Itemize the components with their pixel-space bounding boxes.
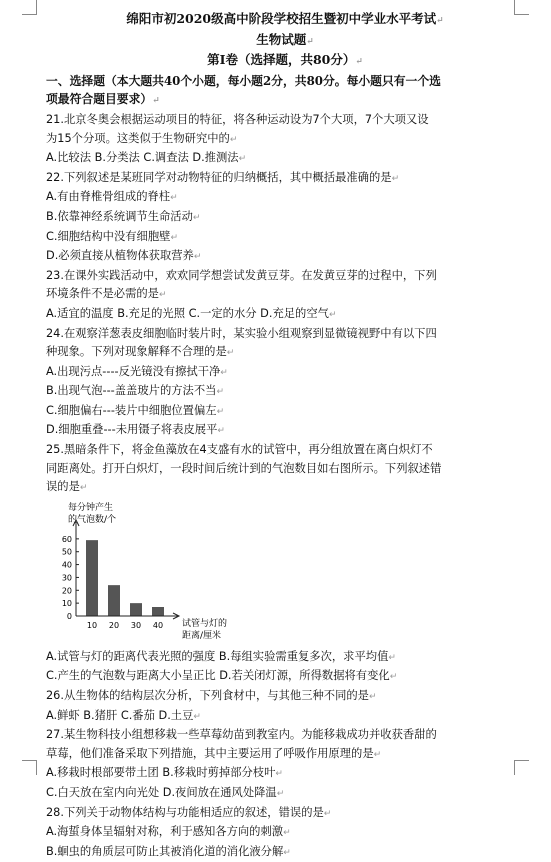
q27-stem-cont: 草莓，他们准备采取下列措施，其中主要运用了呼吸作用原理的是↵ <box>46 746 382 760</box>
bubble-chart-svg <box>46 498 524 648</box>
q27-options-ab: A.移栽时根部要带土团 B.移栽时剪掉部分枝叶↵ <box>46 766 283 780</box>
q26-stem: 26.从生物体的结构层次分析，下列食材中，与其他三种不同的是↵ <box>46 689 377 703</box>
chart-y-tick-label: 50 <box>61 547 72 557</box>
q25-options-cd: C.产生的气泡数与距离大小呈正比 D.若关闭灯源，所得数据将有变化↵ <box>46 669 398 683</box>
q25-stem: 25.黑暗条件下，将金鱼藻放在4支盛有水的试管中，再分组放置在离白炽灯不 <box>46 443 433 457</box>
chart-y-tick-label: 60 <box>61 534 72 544</box>
chart-bar <box>108 585 120 616</box>
q22-option-a: A.有由脊椎骨组成的脊柱↵ <box>46 190 178 204</box>
q22-option-d: D.必须直接从植物体获取营养↵ <box>46 249 202 263</box>
q24-option-c: C.细胞偏右---装片中细胞位置偏左↵ <box>46 403 225 417</box>
q23-stem: 23.在课外实践活动中，欢欢同学想尝试发黄豆芽。在发黄豆芽的过程中，下列 <box>46 268 437 282</box>
exam-title: 绵阳市初2020级高中阶段学校招生暨初中学业水平考试↵ <box>126 11 444 26</box>
chart-x-tick-label: 20 <box>108 620 120 630</box>
chart-y-tick-label: 10 <box>61 598 72 608</box>
part-heading: 第Ⅰ卷（选择题，共80分）↵ <box>207 52 363 68</box>
q25-stem-cont: 同距离处。打开白炽灯，一段时间后统计到的气泡数目如右图所示。下列叙述错 <box>46 461 442 475</box>
q24-option-b: B.出现气泡---盖盖玻片的方法不当↵ <box>46 384 224 398</box>
q24-stem: 24.在观察洋葱表皮细胞临时装片时，某实验小组观察到显微镜视野中有以下四 <box>46 326 437 340</box>
chart-xlabel-line1: 试管与灯的 <box>182 618 228 629</box>
chart-x-tick-label: 40 <box>152 620 164 630</box>
chart-ylabel-line1: 每分钟产生 <box>68 502 114 513</box>
crop-mark-bottom-left <box>22 760 37 775</box>
chart-bar <box>86 540 98 616</box>
q28-option-b: B.蛔虫的角质层可防止其被消化道的消化液分解↵ <box>46 844 291 858</box>
chart-y-axis <box>62 520 79 621</box>
chart-x-axis <box>76 613 179 630</box>
q21-stem: 21.北京冬奥会根据运动项目的特征，将各种运动设为7个大项，7个大项又设 <box>46 112 429 126</box>
chart-y-tick-label: 30 <box>61 573 72 583</box>
q22-stem: 22.下列叙述是某班同学对动物特征的归纳概括，其中概括最准确的是↵ <box>46 170 400 184</box>
q24-option-a: A.出现污点----反光镜没有擦拭干净↵ <box>46 364 228 378</box>
q26-options: A.鲜虾 B.猪肝 C.番茄 D.土豆↵ <box>46 708 201 722</box>
q28-stem: 28.下列关于动物体结构与功能相适应的叙述，错误的是↵ <box>46 805 332 819</box>
q22-option-b: B.依靠神经系统调节生命活动↵ <box>46 209 201 223</box>
q24-stem-cont: 种现象。下列对现象解释不合理的是↵ <box>46 345 235 359</box>
chart-y-tick-label: 20 <box>61 586 72 596</box>
q27-stem: 27.某生物科技小组想移栽一些草莓幼苗到教室内。为能移栽成功并收获香甜的 <box>46 728 437 742</box>
q21-stem-cont: 为15个分项。这类似于生物研究中的↵ <box>46 131 238 145</box>
q23-stem-cont: 环境条件不是必需的是↵ <box>46 287 167 301</box>
q25-options-ab: A.试管与灯的距离代表光照的强度 B.每组实验需重复多次，求平均值↵ <box>46 649 396 663</box>
q23-options: A.适宜的温度 B.充足的光照 C.一定的水分 D.充足的空气↵ <box>46 306 337 320</box>
chart-bar <box>152 607 164 616</box>
chart-xlabel-line2: 距离/厘米 <box>182 630 222 641</box>
chart-y-tick-label: 40 <box>61 560 72 570</box>
section-heading-cont: 项最符合题目要求）↵ <box>46 92 160 107</box>
section-heading: 一、选择题（本大题共40个小题，每小题2分，共80分。每小题只有一个选 <box>46 73 441 88</box>
chart-bars <box>86 540 164 616</box>
chart-bar <box>130 603 142 616</box>
chart-ylabel-line2: 的气泡数/个 <box>68 514 117 525</box>
exam-subtitle: 生物试题↵ <box>256 31 314 47</box>
chart-x-tick-label: 30 <box>130 620 142 630</box>
q27-options-cd: C.白天放在室内向光处 D.夜间放在通风处降温↵ <box>46 786 285 799</box>
crop-mark-top-left <box>22 0 37 15</box>
q22-option-c: C.细胞结构中没有细胞壁↵ <box>46 229 178 243</box>
q28-option-a: A.海蜇身体呈辐射对称，利于感知各方向的刺激↵ <box>46 825 291 839</box>
chart-y-tick-label: 0 <box>66 611 72 621</box>
q21-options: A.比较法 B.分类法 C.调查法 D.推测法↵ <box>46 151 247 165</box>
document-body <box>46 10 524 862</box>
q25-stem-cont2: 误的是↵ <box>46 480 88 494</box>
q24-option-d: D.细胞重叠---未用镊子将表皮展平↵ <box>46 423 225 437</box>
chart-x-tick-label: 10 <box>86 620 98 630</box>
bubble-chart <box>46 498 524 648</box>
